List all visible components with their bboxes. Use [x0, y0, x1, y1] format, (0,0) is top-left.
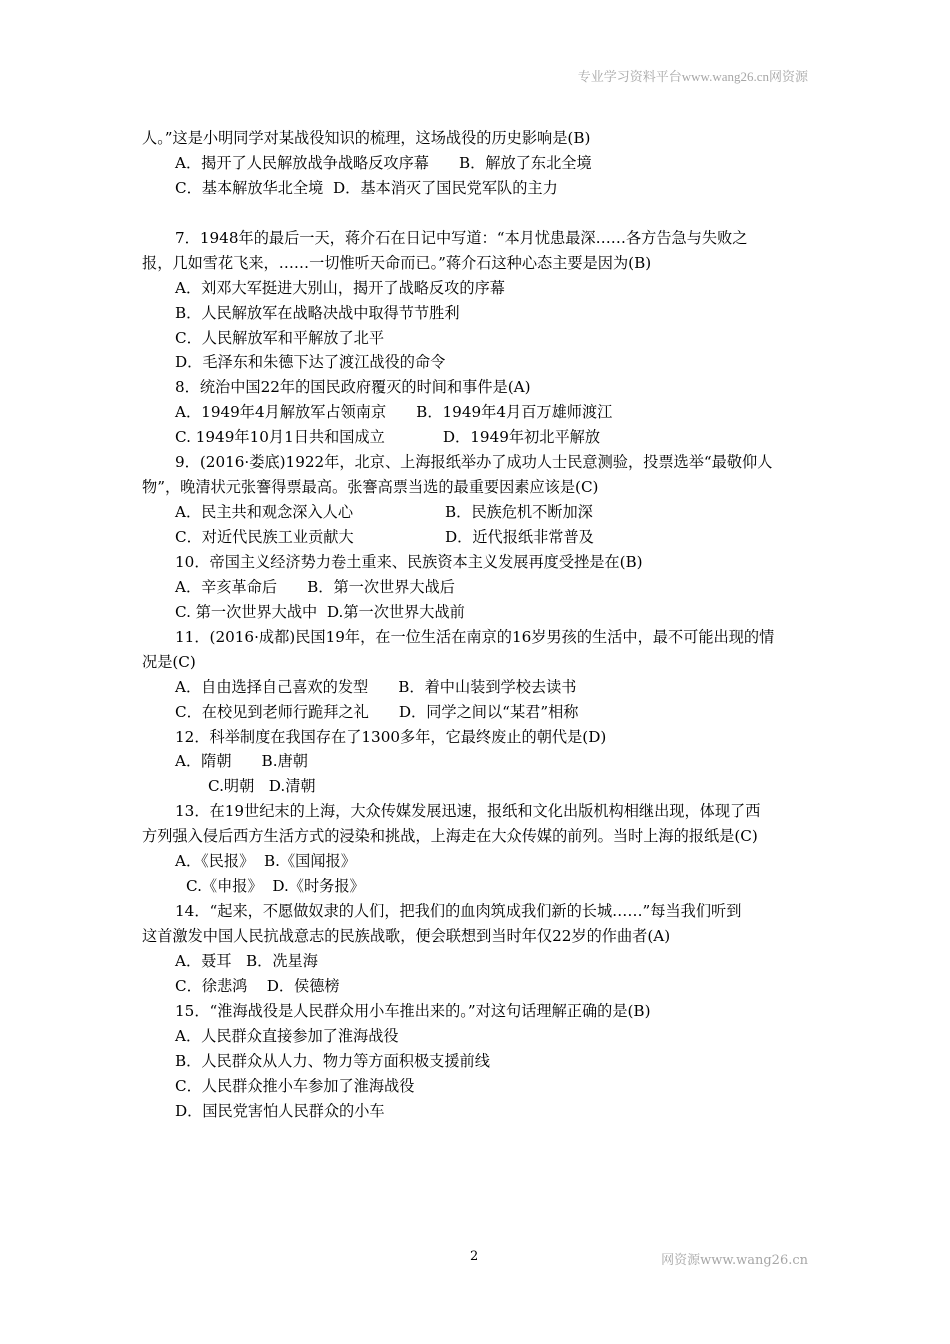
q14-option-c: C．徐悲鸿	[175, 976, 248, 995]
q10-stem: 10．帝国主义经济势力卷土重来、民族资本主义发展再度受挫是在(B)	[175, 552, 643, 571]
q7-option-d: D．毛泽东和朱德下达了渡江战役的命令	[175, 353, 446, 372]
q8-option-c: C. 1949年10月1日共和国成立	[175, 428, 385, 447]
q10-option-d: D.第一次世界大战前	[326, 602, 465, 621]
q9-stem-line2: 物”，晚清状元张謇得票最高。张謇高票当选的最重要因素应该是(C)	[142, 478, 599, 497]
q11-option-b: B．着中山装到学校去读书	[398, 677, 577, 696]
q7-option-a: A．刘邓大军挺进大别山，揭开了战略反攻的序幕	[175, 278, 505, 297]
q15-option-a: A．人民群众直接参加了淮海战役	[175, 1026, 399, 1045]
q11-option-c: C．在校见到老师行跪拜之礼	[175, 702, 369, 721]
q15-option-d: D．国民党害怕人民群众的小车	[175, 1101, 385, 1120]
q13-option-d: D.《时务报》	[272, 877, 365, 896]
q7-stem-line2: 报，几如雪花飞来，……一切惟听天命而已。”蒋介石这种心态主要是因为(B)	[142, 253, 652, 272]
q7-stem-line1: 7．1948年的最后一天，蒋介石在日记中写道：“本月忧患最深……各方告急与失败之	[175, 228, 748, 247]
q12-options-ab	[142, 749, 810, 774]
q11-options-cd	[142, 700, 810, 725]
q11-options-ab	[142, 675, 810, 700]
q6-option-a: A．揭开了人民解放战争战略反攻序幕	[175, 153, 429, 172]
q11-stem-line1: 11．(2016·成都)民国19年，在一位生活在南京的16岁男孩的生活中，最不可能出现的情	[175, 627, 775, 646]
page-number: 2	[470, 1249, 479, 1264]
q15-option-b: B．人民群众从人力、物力等方面积极支援前线	[175, 1051, 490, 1070]
q8-option-a: A．1949年4月解放军占领南京	[175, 403, 387, 422]
q14-option-d: D．侯德榜	[266, 976, 340, 995]
q6-option-b: B．解放了东北全境	[458, 153, 592, 172]
q14-stem-line2: 这首激发中国人民抗战意志的民族战歌，便会联想到当时年仅22岁的作曲者(A)	[142, 927, 671, 945]
q13-option-c: C.《申报》	[186, 877, 263, 896]
q13-option-a: A．《民报》	[175, 852, 255, 871]
q14-option-a: A．聂耳	[175, 951, 232, 970]
q9-option-b: B．民族危机不断加深	[445, 503, 593, 522]
question-list	[142, 126, 810, 1124]
q13-options-cd	[142, 874, 810, 899]
q9-option-a: A．民主共和观念深入人心	[175, 503, 354, 522]
q6-option-d: D．基本消灭了国民党军队的主力	[332, 178, 558, 197]
q12-option-d: D.清朝	[268, 777, 316, 796]
q9-options-ab	[142, 500, 810, 525]
q8-stem: 8．统治中国22年的国民政府覆灭的时间和事件是(A)	[175, 378, 531, 397]
page-header-watermark: 专业学习资料平台www.wang26.cn网资源	[577, 69, 808, 84]
q8-option-b: B．1949年4月百万雄师渡江	[416, 403, 613, 422]
q10-option-a: A．辛亥革命后	[175, 577, 278, 596]
q12-option-b: B.唐朝	[261, 752, 308, 771]
q15-option-c: C．人民群众推小车参加了淮海战役	[175, 1076, 415, 1095]
q13-options-ab	[142, 849, 810, 874]
q6-options-ab	[142, 151, 810, 176]
q11-option-a: A．自由选择自己喜欢的发型	[175, 677, 369, 696]
q6-stem: 人。”这是小明同学对某战役知识的梳理，这场战役的历史影响是(B)	[142, 129, 591, 147]
q12-options-cd	[142, 774, 810, 799]
q10-option-c: C. 第一次世界大战中	[175, 602, 318, 621]
q10-options-ab	[142, 575, 810, 600]
q13-stem-line2: 方列强入侵后西方生活方式的浸染和挑战，上海走在大众传媒的前列。当时上海的报纸是(C)	[142, 827, 758, 846]
q12-option-c: C.明朝	[208, 777, 255, 796]
q14-options-ab	[142, 949, 810, 974]
q9-option-d: D．近代报纸非常普及	[445, 528, 594, 546]
q13-option-b: B.《国闻报》	[263, 852, 356, 871]
q8-options-cd	[142, 425, 810, 450]
q7-option-b: B．人民解放军在战略决战中取得节节胜利	[175, 303, 460, 322]
q6-option-c: C．基本解放华北全境	[175, 178, 324, 197]
q8-option-d: D．1949年初北平解放	[442, 428, 601, 447]
q10-option-b: B．第一次世界大战后	[307, 577, 455, 596]
q14-stem-line1: 14．“起来，不愿做奴隶的人们，把我们的血肉筑成我们新的长城……”每当我们听到	[175, 902, 742, 921]
q8-options-ab	[142, 400, 810, 425]
q9-stem-line1: 9．(2016·娄底)1922年，北京、上海报纸举办了成功人士民意测验，投票选举“最敬仰人	[175, 453, 773, 472]
q14-option-b: B．冼星海	[246, 951, 318, 970]
q10-options-cd	[142, 600, 810, 625]
q12-option-a: A．隋朝	[175, 752, 232, 771]
q12-stem: 12．科举制度在我国存在了1300多年，它最终废止的朝代是(D)	[175, 727, 607, 746]
q6-options-cd	[142, 176, 810, 201]
page-footer-watermark: 网资源www.wang26.cn	[661, 1253, 808, 1268]
q7-option-c: C．人民解放军和平解放了北平	[175, 328, 385, 347]
q11-stem-line2: 况是(C)	[142, 652, 196, 671]
q9-option-c: C．对近代民族工业贡献大	[175, 528, 354, 546]
q11-option-d: D．同学之间以“某君”相称	[398, 702, 579, 721]
q13-stem-line1: 13．在19世纪末的上海，大众传媒发展迅速，报纸和文化出版机构相继出现，体现了西	[175, 802, 761, 821]
q9-options-cd	[142, 525, 810, 550]
q14-options-cd	[142, 974, 810, 999]
q15-stem: 15．“淮海战役是人民群众用小车推出来的。”对这句话理解正确的是(B)	[175, 1001, 651, 1020]
